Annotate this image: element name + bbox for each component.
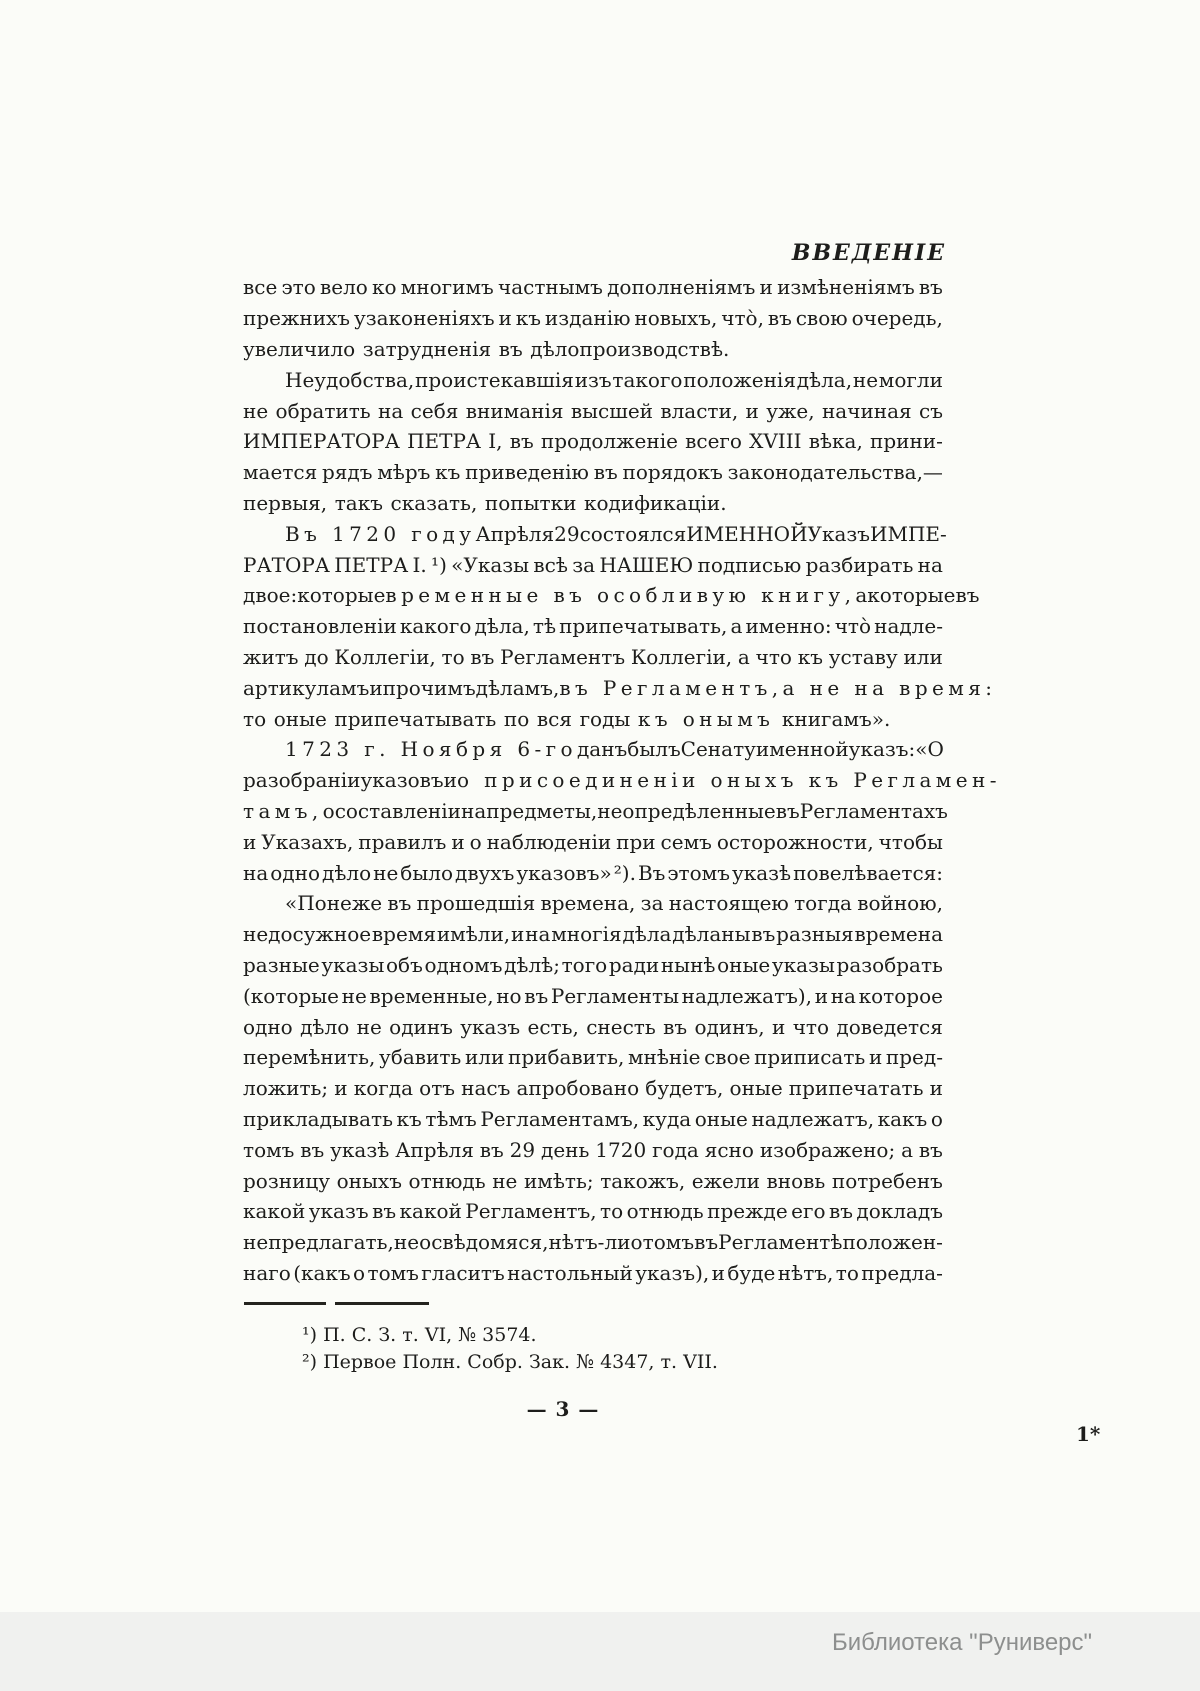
footnote-item: ²) Первое Полн. Собр. Зак. № 4347, т. VII.	[302, 1351, 718, 1373]
footnote-rule	[244, 1302, 429, 1305]
text-line: все это вело ко многимъ частнымъ дополненіямъ и измѣненіямъ въ	[243, 275, 943, 300]
text-line: на одно дѣло не было двухъ указовъ» ²). Въ этомъ указѣ повелѣвается:	[243, 860, 943, 885]
text-line: томъ въ указѣ Апрѣля въ 29 день 1720 года ясно изображено; а въ	[243, 1137, 943, 1162]
text-line: розницу оныхъ отнюдь не имѣть; такожъ, ежели вновь потребенъ	[243, 1168, 943, 1193]
text-line: прикладывать къ тѣмъ Регламентамъ, куда оные надлежатъ, какъ о	[243, 1106, 943, 1131]
text-line: то оные припечатывать по вся годы къ онымъ книгамъ».	[243, 706, 891, 731]
library-watermark: Библиотека "Руниверс"	[832, 1629, 1093, 1656]
text-line: артикуламъ и прочимъ дѣламъ, въ Регламентъ, а не на время:	[243, 675, 997, 700]
text-line: наго (какъ о томъ гласитъ настольный указъ), и буде нѣтъ, то предла-	[243, 1260, 943, 1285]
text-line: постановленіи какого дѣла, тѣ припечатывать, а именно: что̀ надле-	[243, 614, 943, 639]
text-line: мается рядъ мѣръ къ приведенію въ порядокъ законодательства,—	[243, 460, 943, 485]
text-line: перемѣнить, убавить или прибавить, мнѣніе свое приписать и пред-	[243, 1045, 943, 1070]
text-line: прежнихъ узаконеніяхъ и къ изданію новыхъ, что̀, въ свою очередь,	[243, 306, 943, 331]
text-line: ложить; и когда отъ насъ апробовано будетъ, оные припечатать и	[243, 1076, 943, 1101]
text-line: одно дѣло не одинъ указъ есть, снесть въ одинъ, и что доведется	[243, 1014, 943, 1039]
watermark-band	[0, 1612, 1200, 1691]
text-line: недосужное время имѣли, и на многія дѣла дѣланы въ разныя времена	[243, 922, 943, 947]
text-line: РАТОРА ПЕТРА I. ¹) «Указы всѣ за НАШЕЮ подписью разбирать на	[243, 552, 943, 577]
text-line: разобраніи указовъ и о присоединеніи оныхъ къ Регламен-	[243, 768, 1001, 793]
text-line: какой указъ въ какой Регламентъ, то отнюдь прежде его въ докладъ	[243, 1199, 943, 1224]
text-line: Неудобства, проистекавшія изъ такого положенія дѣла, не могли	[285, 367, 943, 392]
text-block	[243, 272, 1001, 1288]
text-line: ИМПЕРАТОРА ПЕТРА I, въ продолженіе всего XVIII вѣка, прини-	[243, 429, 943, 454]
text-line: не предлагать, не освѣдомяся, нѣтъ-ли о томъ въ Регламентѣ положен-	[243, 1230, 943, 1255]
text-line: житъ до Коллегіи, то въ Регламентъ Коллегіи, а что къ уставу или	[243, 644, 943, 669]
running-head: ВВЕДЕНІЕ	[791, 240, 946, 266]
text-line: разные указы объ одномъ дѣлѣ; того ради нынѣ оные указы разобрать	[243, 952, 943, 977]
text-line: двое: которые временные въ особливую книгу, а которые въ	[243, 583, 980, 608]
text-line: «Понеже въ прошедшія времена, за настоящею тогда войною,	[285, 891, 943, 916]
footnote-item: ¹) П. С. З. т. VI, № 3574.	[302, 1324, 537, 1346]
text-line: (которые не временные, но въ Регламенты надлежатъ), и на которое	[243, 983, 943, 1008]
text-line: первыя, такъ сказать, попытки кодификаціи.	[243, 490, 727, 515]
text-line: тамъ, о составленіи на предметы, неопредѣленные въ Регламентахъ	[243, 798, 948, 823]
text-line: Въ 1720 году Апрѣля 29 состоялся ИМЕННОЙ Указъ ИМПЕ-	[285, 521, 947, 546]
signature-mark: 1*	[1076, 1422, 1101, 1446]
text-line: 1723 г. Ноября 6-го данъ былъ Сенату именной указъ: «О	[285, 737, 944, 762]
text-line: не обратить на себя вниманія высшей власти, и уже, начиная съ	[243, 398, 943, 423]
text-line: и Указахъ, правилъ и о наблюденіи при семъ осторожности, чтобы	[243, 829, 943, 854]
footnote-rule-segment	[335, 1302, 429, 1305]
footnote-rule-segment	[244, 1302, 326, 1305]
text-line: увеличило затрудненія въ дѣлопроизводствѣ.	[243, 336, 730, 361]
footnotes	[302, 1322, 718, 1376]
page-number: — 3 —	[526, 1397, 600, 1421]
